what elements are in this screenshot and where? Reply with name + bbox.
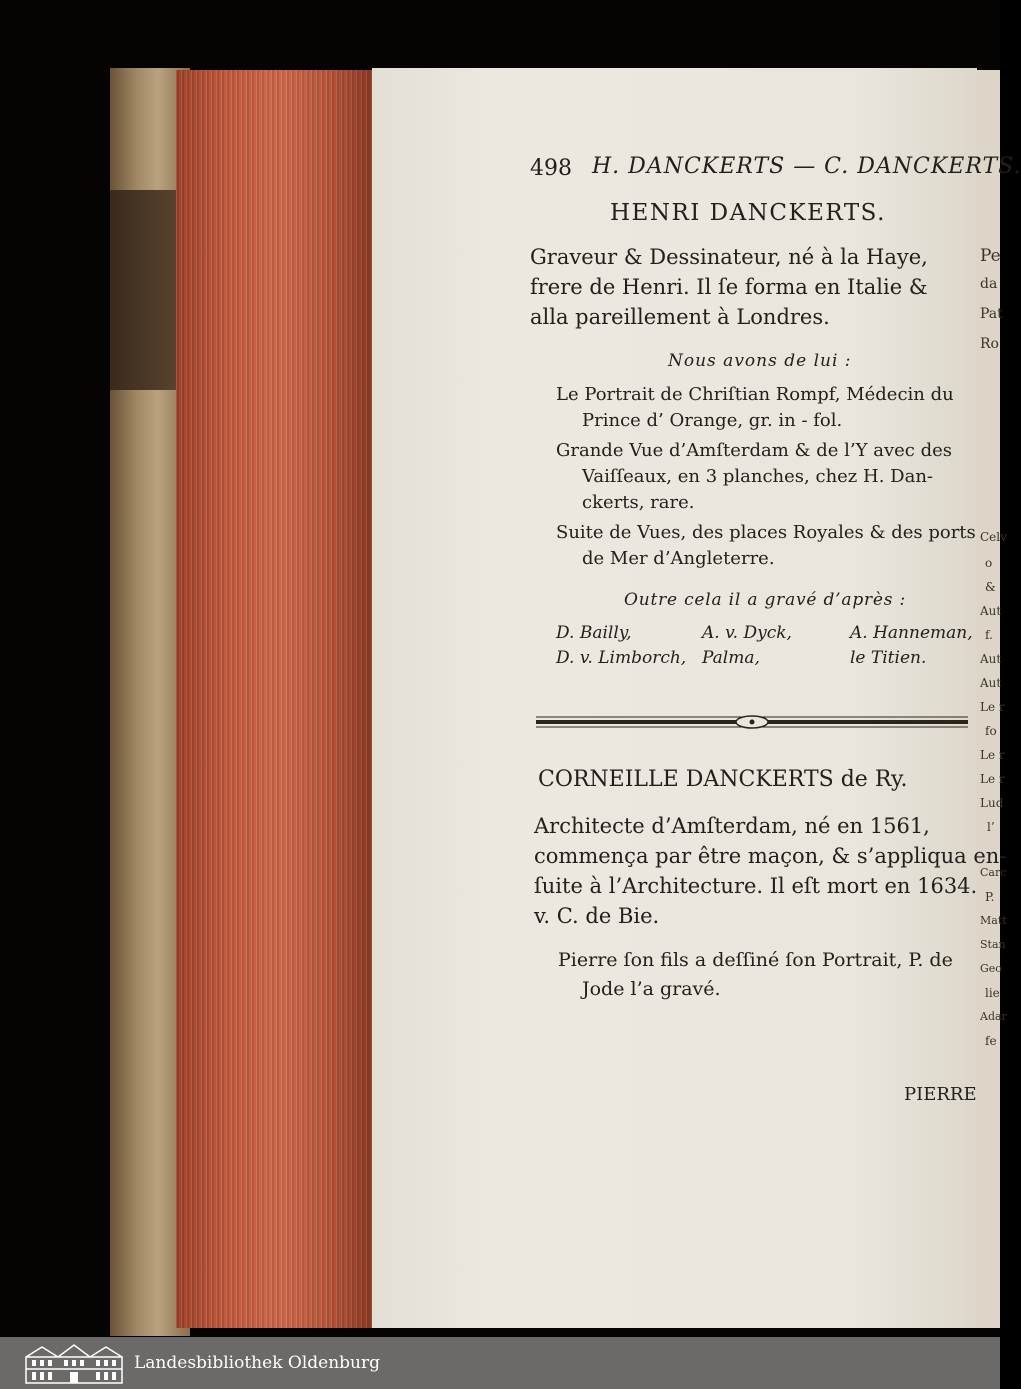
facing-fragment: Matt	[980, 914, 1007, 927]
facing-fragment: Carc	[980, 866, 1007, 879]
facing-fragment: Aut	[980, 676, 1002, 690]
facing-fragment: lie	[985, 986, 1000, 1000]
after-heading: Outre cela il a gravé d’après :	[624, 590, 907, 610]
works-heading: Nous avons de lui :	[668, 351, 852, 371]
henri-bio-line: frere de Henri. Il ſe forma en Italie &	[530, 275, 928, 299]
work-entry-line: Prince d’ Orange, gr. in - fol.	[582, 410, 843, 431]
corneille-bio-line: Architecte d’Amſterdam, né en 1561,	[534, 814, 930, 838]
facing-fragment: Pat	[980, 306, 1003, 322]
facing-fragment: Le r	[980, 772, 1005, 786]
facing-fragment: Aut	[980, 652, 1002, 666]
page-number: 498	[530, 156, 572, 181]
facing-fragment: Geo	[980, 962, 1002, 975]
henri-bio-line: alla pareillement à Londres.	[530, 305, 830, 329]
library-name: Landesbibliothek Oldenburg	[134, 1353, 381, 1373]
library-footer	[0, 1337, 1000, 1389]
facing-fragment: Pe	[980, 246, 1001, 266]
facing-fragment: l’	[987, 820, 995, 834]
work-entry-line: Grande Vue d’Amſterdam & de l’Y avec des	[556, 440, 953, 461]
cover-shadow	[110, 190, 180, 390]
work-entry-line: Suite de Vues, des places Royales & des ports	[556, 522, 976, 543]
facing-fragment: da	[980, 276, 998, 292]
after-artist: D. Bailly,	[556, 623, 632, 643]
facing-fragment: Celv	[980, 530, 1007, 544]
work-entry-line: ckerts, rare.	[582, 492, 695, 513]
corneille-note-line: Pierre ſon fils a deſſiné ſon Portrait, P. de	[558, 949, 953, 971]
facing-fragment: Ro	[980, 336, 999, 352]
facing-fragment: &	[985, 580, 996, 594]
running-head: H. DANCKERTS — C. DANCKERTS.	[592, 154, 1021, 179]
facing-fragment: Le r	[980, 748, 1005, 762]
facing-fragment: Adar	[980, 1010, 1007, 1023]
henri-bio-line: Graveur & Dessinateur, né à la Haye,	[530, 245, 928, 269]
facing-fragment: fe	[985, 1034, 997, 1048]
facing-fragment: Aut	[980, 604, 1002, 618]
facing-page-fragment	[977, 70, 1007, 1328]
corneille-bio-line: commença par être maçon, & s’appliqua en-	[534, 844, 1007, 868]
work-entry-line: Le Portrait de Chriſtian Rompf, Médecin du	[556, 384, 954, 405]
corneille-title: CORNEILLE DANCKERTS de Ry.	[538, 767, 908, 792]
after-artist: le Titien.	[850, 648, 927, 668]
facing-fragment: Lud	[980, 796, 1004, 810]
facing-fragment: f.	[985, 628, 993, 642]
work-entry-line: Vaiſſeaux, en 3 planches, chez H. Dan-	[582, 466, 933, 487]
after-artist: D. v. Limborch,	[556, 648, 687, 668]
catchword: PIERRE	[904, 1084, 977, 1105]
corneille-bio-line: ſuite à l’Architecture. Il eſt mort en 1634.	[534, 874, 978, 898]
corneille-note-line: Jode l’a gravé.	[582, 978, 721, 1000]
page-block-edge	[176, 70, 374, 1328]
facing-fragment: P.	[985, 890, 995, 904]
facing-fragment: fo	[985, 724, 997, 738]
after-artist: A. v. Dyck,	[702, 623, 792, 643]
ornamental-rule	[536, 712, 968, 732]
work-entry-line: de Mer d’Angleterre.	[582, 548, 775, 569]
library-building-icon	[22, 1341, 126, 1385]
facing-fragment: Stan	[980, 938, 1006, 951]
henri-title: HENRI DANCKERTS.	[610, 200, 886, 226]
facing-fragment: Le r	[980, 700, 1005, 714]
corneille-bio-line: v. C. de Bie.	[534, 904, 660, 928]
after-artist: Palma,	[702, 648, 760, 668]
after-artist: A. Hanneman,	[850, 623, 973, 643]
facing-fragment: o	[985, 556, 993, 570]
